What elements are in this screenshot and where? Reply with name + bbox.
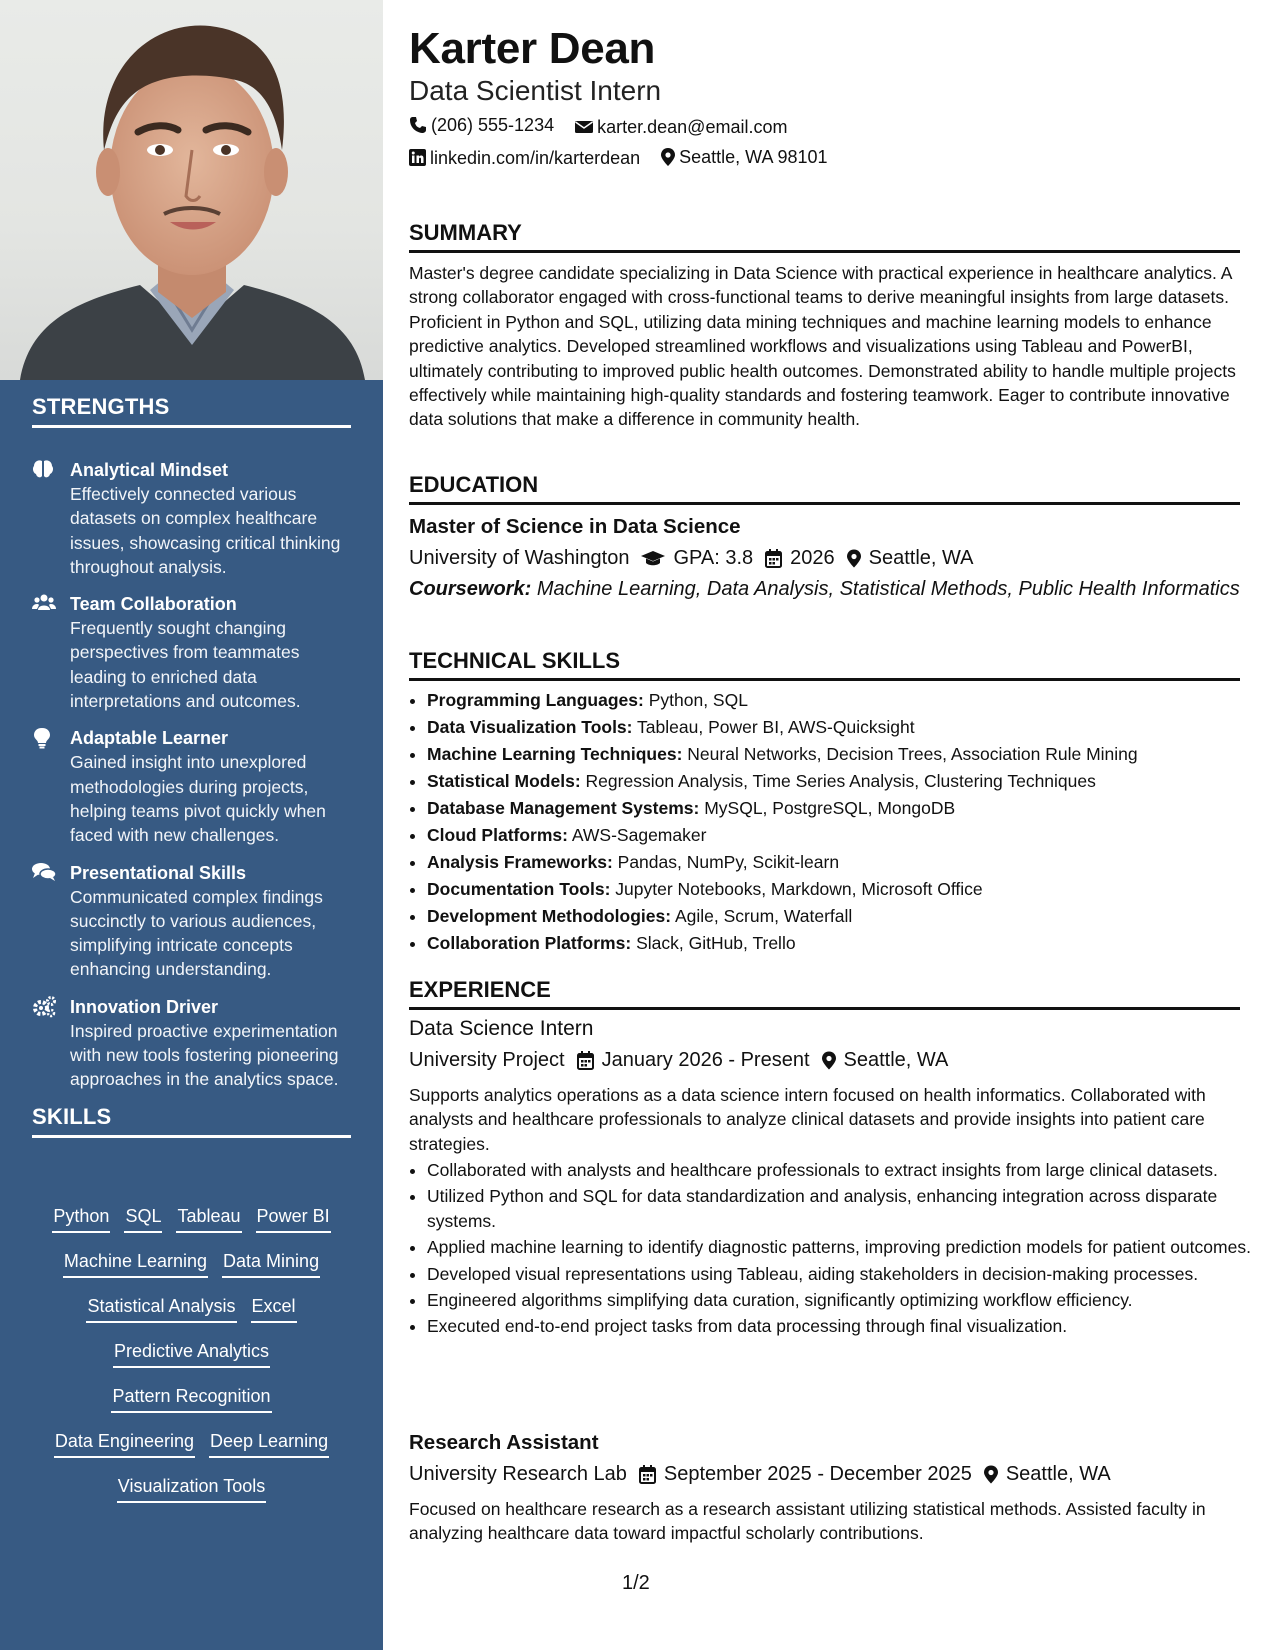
summary-text: Master's degree candidate specializing in Data Science with practical experience in healthcare analytics. A strong collaborator engaged with cross-functional teams to derive meaningful insights from large datasets. Proficient in Python and SQL, utilizing data mining techniques and machine learning models to enhance predictive analytics. Developed streamlined workflows and visualizations using Tableau and PowerBI, ultimately contributing to improved public health outcomes. Demonstrated ability to handle multiple projects effectively while maintaining high-quality standards and fostering teamwork. Eager to contribute innovative data solutions that make a difference in community health. [409, 263, 1236, 430]
technical-skills-list [409, 687, 1258, 957]
skills-heading: SKILLS [32, 1104, 351, 1138]
email-contact[interactable] [575, 115, 787, 139]
list-item [427, 687, 1258, 714]
skill-tag: Excel [251, 1295, 297, 1323]
list-item [427, 849, 1258, 876]
job-dates [639, 1461, 972, 1487]
strength-item [32, 458, 352, 579]
job-meta [409, 1461, 1123, 1487]
skill-tag: Tableau [176, 1205, 241, 1233]
strength-item [32, 995, 352, 1092]
skill-tag: Data Engineering [54, 1430, 195, 1458]
phone-number: (206) 555-1234 [431, 115, 555, 135]
skill-category: Statistical Models: [427, 771, 581, 791]
dates-text: September 2025 - December 2025 [663, 1463, 972, 1485]
skill-row [32, 1295, 351, 1340]
job-summary: Focused on healthcare research as a research assistant utilizing statistical methods. Assisted faculty in analyzing healthcare data toward impactful scholarly contributions. [409, 1499, 1206, 1544]
calendar-icon [639, 1465, 656, 1484]
strength-title: Presentational Skills [70, 862, 247, 883]
education-heading: EDUCATION [409, 472, 1240, 505]
list-item: • Developed visual representations using Tableau, aiding stakeholders in decision-making processes. [427, 1262, 1258, 1286]
list-item: • Executed end-to-end project tasks from data processing through final visualization. [427, 1314, 1258, 1338]
location-text: Seattle, WA 98101 [679, 147, 828, 167]
skill-tag: SQL [124, 1205, 162, 1233]
skill-category: Documentation Tools: [427, 879, 611, 899]
skill-row [32, 1385, 351, 1430]
technical-skills-heading: TECHNICAL SKILLS [409, 648, 1240, 681]
job-title: Research Assistant [409, 1431, 599, 1454]
strengths-list [32, 458, 352, 1105]
location-text: Seattle, WA [868, 547, 974, 569]
strength-item [32, 861, 352, 982]
map-pin-icon [984, 1465, 998, 1484]
map-pin-icon [661, 148, 675, 166]
list-item [427, 768, 1258, 795]
school-name [409, 545, 629, 571]
skill-category: Data Visualization Tools: [427, 717, 633, 737]
page-number: 1/2 [622, 1572, 650, 1594]
skill-tag: Python [52, 1205, 110, 1233]
skill-category: Programming Languages: [427, 690, 644, 710]
coursework-list: Machine Learning, Data Analysis, Statistical Methods, Public Health Informatics [536, 578, 1240, 600]
skill-tag: Statistical Analysis [86, 1295, 236, 1323]
job-dates [577, 1047, 810, 1073]
list-item [427, 876, 1258, 903]
skill-category: Database Management Systems: [427, 798, 700, 818]
strength-title: Team Collaboration [70, 594, 237, 615]
calendar-icon [577, 1051, 594, 1070]
job-title: Data Science Intern [409, 1017, 594, 1040]
skill-category: Collaboration Platforms: [427, 933, 632, 953]
job-meta [409, 1047, 960, 1073]
contact-row [409, 113, 803, 140]
location-text: Seattle, WA [843, 1049, 949, 1071]
experience-heading: EXPERIENCE [409, 977, 1240, 1010]
skill-values: Pandas, NumPy, Scikit-learn [617, 852, 840, 872]
strength-title: Innovation Driver [70, 996, 219, 1017]
skill-category: Machine Learning Techniques: [427, 744, 683, 764]
skill-values: Tableau, Power BI, AWS-Quicksight [637, 717, 915, 737]
skill-row [32, 1340, 351, 1385]
education-meta [409, 545, 986, 571]
skill-row [32, 1430, 351, 1475]
skill-values: Regression Analysis, Time Series Analysis, Clustering Techniques [585, 771, 1096, 791]
portrait-image [0, 0, 383, 380]
skill-tag: Pattern Recognition [111, 1385, 271, 1413]
skill-category: Cloud Platforms: [427, 825, 568, 845]
map-pin-icon [822, 1051, 836, 1070]
gears-icon [32, 996, 56, 1018]
candidate-name: Karter Dean [409, 24, 656, 73]
organization-text: University Project [409, 1049, 565, 1071]
strength-title: Analytical Mindset [70, 460, 229, 480]
list-item: • Engineered algorithms simplifying data curation, significantly optimizing workflow efficiency. [427, 1288, 1258, 1312]
strength-description: Effectively connected various datasets on complex healthcare issues, showcasing critical thinking throughout analysis. [70, 484, 341, 577]
job-location [822, 1047, 949, 1073]
skill-values: Neural Networks, Decision Trees, Association Rule Mining [687, 744, 1138, 764]
list-item: • Applied machine learning to identify diagnostic patterns, improving prediction models for patient outcomes. [427, 1235, 1258, 1259]
list-item: • Utilized Python and SQL for data standardization and analysis, enhancing integration across disparate systems. [427, 1184, 1258, 1233]
strength-description: Communicated complex findings succinctly to various audiences, simplifying intricate concepts enhancing understanding. [70, 886, 323, 980]
list-item [427, 714, 1258, 741]
strengths-heading: STRENGTHS [32, 394, 351, 428]
skill-tag: Power BI [256, 1205, 331, 1233]
skill-row [32, 1250, 351, 1295]
job-bullets [409, 1158, 1258, 1341]
job-location [984, 1461, 1111, 1487]
sidebar [0, 0, 383, 1650]
skill-row [32, 1205, 351, 1250]
skill-tag: Data Mining [222, 1250, 320, 1278]
gpa-text: GPA: 3.8 [673, 547, 754, 569]
list-item [427, 822, 1258, 849]
phone-icon [409, 116, 427, 134]
calendar-icon [765, 549, 782, 568]
strength-title: Adaptable Learner [70, 728, 229, 749]
job-summary: Supports analytics operations as a data science intern focused on health informatics. Collaborated with analysts and healthcare professionals to analyze clinical datasets and provide insights into patient care strategies. [409, 1085, 1206, 1154]
skill-category: Analysis Frameworks: [427, 852, 613, 872]
skill-row [32, 1475, 351, 1520]
lightbulb-icon [32, 727, 56, 749]
education-location [847, 545, 974, 571]
strength-item [32, 592, 352, 713]
location-text: Seattle, WA [1005, 1463, 1111, 1485]
degree-title: Master of Science in Data Science [409, 515, 741, 538]
coursework-label: Coursework: [409, 578, 532, 600]
users-icon [32, 593, 56, 615]
organization-text: University Research Lab [409, 1463, 627, 1485]
linkedin-link[interactable]: linkedin.com/in/karterdean [430, 147, 641, 168]
graduation-year [765, 545, 835, 571]
skill-values: Python, SQL [648, 690, 748, 710]
school-name-text: University of Washington [409, 547, 630, 569]
gpa [641, 545, 753, 571]
contact-row [409, 145, 844, 172]
skill-values: MySQL, PostgreSQL, MongoDB [704, 798, 956, 818]
job-organization [409, 1461, 627, 1487]
list-item [427, 930, 1258, 957]
year-text: 2026 [790, 547, 835, 569]
skill-values: Slack, GitHub, Trello [636, 933, 796, 953]
brain-icon [32, 459, 56, 481]
strength-description: Frequently sought changing perspectives from teammates leading to enriched data interpretations and outcomes. [70, 618, 301, 712]
comments-icon [32, 862, 56, 884]
linkedin-icon [409, 149, 426, 166]
skill-values: AWS-Sagemaker [571, 825, 707, 845]
list-item: • Collaborated with analysts and healthcare professionals to extract insights from large clinical datasets. [427, 1158, 1258, 1182]
linkedin-contact[interactable] [409, 146, 640, 170]
skill-values: Agile, Scrum, Waterfall [674, 906, 853, 926]
coursework [409, 577, 1240, 602]
skill-category: Development Methodologies: [427, 906, 672, 926]
envelope-icon [575, 120, 593, 134]
skill-tag: Visualization Tools [117, 1475, 266, 1503]
strength-description: Inspired proactive experimentation with new tools fostering pioneering approaches in the analytics space. [70, 1020, 339, 1090]
location-contact [661, 145, 827, 169]
skill-tag: Deep Learning [209, 1430, 329, 1458]
list-item [427, 795, 1258, 822]
phone-contact [409, 113, 554, 137]
map-pin-icon [847, 549, 861, 568]
strength-item [32, 726, 352, 847]
strength-description: Gained insight into unexplored methodologies during projects, helping teams pivot quickly when faced with new challenges. [70, 752, 326, 846]
dates-text: January 2026 - Present [601, 1049, 810, 1071]
email-link[interactable]: karter.dean@email.com [597, 117, 788, 137]
skills-cloud [32, 1205, 351, 1520]
list-item [427, 903, 1258, 930]
profile-photo [0, 0, 383, 380]
skill-tag: Predictive Analytics [113, 1340, 270, 1368]
graduation-cap-icon [641, 550, 665, 566]
skill-values: Jupyter Notebooks, Markdown, Microsoft Office [615, 879, 983, 899]
list-item [427, 741, 1258, 768]
job-title: Data Scientist Intern [409, 75, 662, 106]
skill-tag: Machine Learning [63, 1250, 208, 1278]
summary-heading: SUMMARY [409, 220, 1240, 253]
job-organization [409, 1047, 565, 1073]
